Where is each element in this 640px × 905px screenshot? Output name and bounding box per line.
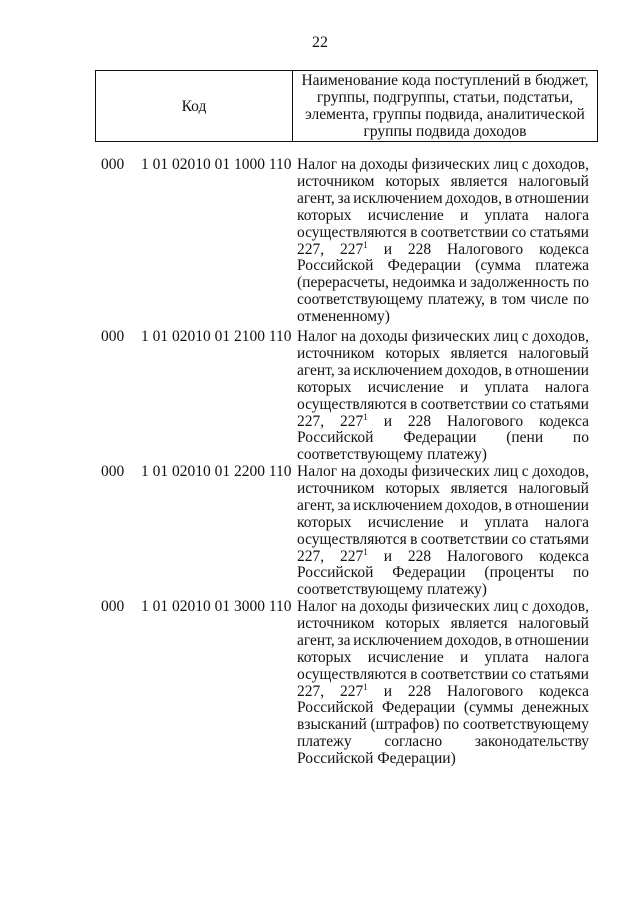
description-word: исчисление bbox=[367, 378, 444, 396]
description-word: кодекса bbox=[539, 682, 589, 700]
description-word: соответствии bbox=[420, 530, 509, 548]
description-word: источником bbox=[297, 172, 375, 190]
description-word: является bbox=[450, 614, 508, 632]
description-word: налога bbox=[544, 648, 589, 666]
description-word: которых bbox=[385, 479, 440, 497]
description-word: отмененному) bbox=[297, 308, 390, 326]
description-line bbox=[297, 717, 589, 734]
description-word: с bbox=[521, 328, 529, 345]
description-line bbox=[297, 751, 589, 768]
header-code-cell: Код bbox=[96, 71, 293, 142]
description-word: Налог bbox=[297, 156, 338, 173]
description-word: 228 bbox=[407, 682, 432, 700]
description-word: в bbox=[410, 395, 418, 413]
description-word: налоговый bbox=[518, 172, 589, 190]
description-word: (проценты bbox=[484, 564, 555, 582]
description-line bbox=[297, 191, 589, 208]
description-word: уплата bbox=[484, 378, 529, 396]
description-word: и bbox=[383, 682, 392, 700]
description-word: отношении bbox=[514, 631, 589, 649]
budget-code: 1 01 02010 01 2100 110 bbox=[141, 328, 292, 345]
description-word: источником bbox=[297, 614, 375, 632]
description-word: источником bbox=[297, 479, 375, 497]
code-description bbox=[297, 157, 589, 326]
description-word: 228 bbox=[407, 240, 432, 258]
description-word: Федерации bbox=[382, 699, 456, 717]
description-word: Российской bbox=[297, 257, 374, 275]
description-word: (пени bbox=[506, 429, 544, 447]
description-word: (перерасчеты, bbox=[297, 274, 389, 292]
description-line bbox=[297, 546, 589, 566]
description-word: в bbox=[504, 631, 513, 649]
description-line bbox=[297, 681, 589, 701]
description-word: лиц bbox=[493, 598, 518, 615]
description-line bbox=[297, 633, 589, 650]
description-word: и bbox=[459, 648, 469, 666]
description-word: (суммы bbox=[463, 699, 514, 717]
code-description bbox=[297, 329, 589, 464]
description-word: Российской bbox=[297, 750, 374, 768]
description-word: с bbox=[521, 598, 529, 615]
description-word: на bbox=[340, 463, 357, 480]
description-line bbox=[297, 481, 589, 498]
description-word: исчисление bbox=[367, 648, 444, 666]
description-line bbox=[297, 157, 589, 174]
description-word: статьями bbox=[529, 530, 589, 548]
description-word: налога bbox=[544, 378, 589, 396]
description-word: исчисление bbox=[367, 513, 444, 531]
description-word: исчисление bbox=[367, 206, 444, 224]
description-word: Российской bbox=[297, 699, 374, 717]
description-word: платежу, bbox=[427, 291, 485, 309]
page-number: 22 bbox=[312, 34, 328, 51]
description-word: на bbox=[340, 156, 357, 173]
description-word: со bbox=[511, 665, 527, 683]
description-word: платежу) bbox=[427, 581, 487, 599]
description-word: в bbox=[504, 496, 513, 514]
description-word: агент, bbox=[297, 361, 335, 379]
description-word: исключением bbox=[353, 631, 443, 649]
description-word: Налогового bbox=[447, 412, 524, 430]
admin-code: 000 bbox=[101, 156, 125, 173]
description-word: платежу) bbox=[427, 446, 487, 464]
description-word: отношении bbox=[514, 189, 589, 207]
description-word: которых bbox=[297, 378, 352, 396]
admin-code: 000 bbox=[101, 328, 125, 345]
description-line bbox=[297, 616, 589, 633]
description-word: 227, bbox=[297, 547, 325, 565]
header-table bbox=[95, 70, 598, 142]
description-word: осуществляются bbox=[297, 395, 407, 413]
description-word: агент, bbox=[297, 189, 335, 207]
description-word: которых bbox=[297, 648, 352, 666]
budget-code: 1 01 02010 01 1000 110 bbox=[141, 156, 292, 173]
description-line bbox=[297, 411, 589, 431]
description-word: статьями bbox=[529, 665, 589, 683]
description-word: $227^1$ bbox=[340, 681, 368, 700]
description-word: в bbox=[489, 291, 498, 309]
budget-code: 1 01 02010 01 3000 110 bbox=[141, 598, 292, 615]
description-word: доходов, bbox=[445, 189, 502, 207]
description-word: Налог bbox=[297, 328, 338, 345]
description-word: по bbox=[572, 274, 589, 292]
description-word: платежу bbox=[297, 733, 352, 751]
header-name-cell: Наименование кода поступлений в бюджет, группы, подгруппы, статьи, подстатьи, элемента, группы подвида, аналитической группы подвида доходов bbox=[293, 71, 598, 142]
description-word: недоимка bbox=[392, 274, 456, 292]
description-word: доходов, bbox=[532, 598, 589, 615]
description-word: по bbox=[572, 429, 589, 447]
description-word: является bbox=[450, 344, 508, 362]
description-word: соответствующему bbox=[462, 716, 589, 734]
description-word: $227^1$ bbox=[340, 546, 368, 565]
description-word: числе bbox=[530, 291, 569, 309]
description-word: и bbox=[459, 513, 469, 531]
description-word: которых bbox=[385, 344, 440, 362]
description-word: соответствии bbox=[420, 395, 509, 413]
description-word: физических bbox=[411, 156, 490, 173]
description-line bbox=[297, 532, 589, 549]
description-line bbox=[297, 292, 589, 309]
description-word: с bbox=[521, 463, 529, 480]
description-word: и bbox=[383, 547, 392, 565]
description-word: за bbox=[337, 189, 351, 207]
description-word: агент, bbox=[297, 496, 335, 514]
description-word: и bbox=[383, 412, 392, 430]
description-word: лиц bbox=[493, 463, 518, 480]
description-word: осуществляются bbox=[297, 530, 407, 548]
description-line bbox=[297, 363, 589, 380]
description-line bbox=[297, 565, 589, 582]
description-line bbox=[297, 380, 589, 397]
description-word: Федерации bbox=[392, 564, 466, 582]
description-word: отношении bbox=[514, 496, 589, 514]
description-word: соответствующему bbox=[297, 446, 424, 464]
code-description bbox=[297, 464, 589, 599]
description-line bbox=[297, 515, 589, 532]
description-word: Налог bbox=[297, 598, 338, 615]
admin-code: 000 bbox=[101, 598, 125, 615]
description-word: за bbox=[337, 361, 351, 379]
description-word: 228 bbox=[407, 412, 432, 430]
description-word: 228 bbox=[407, 547, 432, 565]
description-line bbox=[297, 397, 589, 414]
description-word: доходы bbox=[359, 598, 408, 615]
description-word: физических bbox=[411, 328, 490, 345]
description-word: доходов, bbox=[445, 496, 502, 514]
description-word: 227, bbox=[297, 240, 325, 258]
description-line bbox=[297, 258, 589, 275]
description-line bbox=[297, 275, 589, 292]
description-word: соответствии bbox=[420, 223, 509, 241]
description-word: по bbox=[443, 716, 460, 734]
description-line bbox=[297, 208, 589, 225]
description-word: уплата bbox=[484, 648, 529, 666]
description-word: Федерации) bbox=[377, 750, 456, 768]
budget-code: 1 01 02010 01 2200 110 bbox=[141, 463, 292, 480]
description-word: доходы bbox=[359, 463, 408, 480]
description-word: налоговый bbox=[518, 479, 589, 497]
description-word: $227^1$ bbox=[340, 411, 368, 430]
code-description bbox=[297, 599, 589, 768]
description-line bbox=[297, 464, 589, 481]
description-word: доходы bbox=[359, 156, 408, 173]
description-line bbox=[297, 346, 589, 363]
description-word: с bbox=[521, 156, 529, 173]
description-word: том bbox=[501, 291, 526, 309]
description-word: Налогового bbox=[447, 682, 524, 700]
description-word: законодательству bbox=[474, 733, 589, 751]
description-word: в bbox=[504, 189, 513, 207]
description-line bbox=[297, 447, 589, 464]
description-word: платежа bbox=[535, 257, 589, 275]
description-word: доходов, bbox=[532, 463, 589, 480]
description-word: физических bbox=[411, 598, 490, 615]
description-word: которых bbox=[297, 513, 352, 531]
description-line bbox=[297, 309, 589, 326]
description-word: Налогового bbox=[447, 240, 524, 258]
description-word: Налог bbox=[297, 463, 338, 480]
description-word: доходы bbox=[359, 328, 408, 345]
description-word: является bbox=[450, 479, 508, 497]
description-word: в bbox=[504, 361, 513, 379]
description-word: денежных bbox=[521, 699, 589, 717]
description-word: кодекса bbox=[539, 547, 589, 565]
description-word: исключением bbox=[353, 189, 443, 207]
description-word: доходов, bbox=[445, 631, 502, 649]
description-line bbox=[297, 329, 589, 346]
description-word: Федерации bbox=[387, 257, 461, 275]
description-word: статьями bbox=[529, 395, 589, 413]
description-word: соответствующему bbox=[297, 581, 424, 599]
description-word: доходов, bbox=[532, 156, 589, 173]
description-word: Федерации bbox=[403, 429, 477, 447]
description-word: со bbox=[511, 395, 527, 413]
description-word: лиц bbox=[493, 328, 518, 345]
description-word: соответствующему bbox=[297, 291, 424, 309]
description-word: уплата bbox=[484, 513, 529, 531]
description-line bbox=[297, 667, 589, 684]
description-line bbox=[297, 650, 589, 667]
admin-code: 000 bbox=[101, 463, 125, 480]
description-word: налоговый bbox=[518, 344, 589, 362]
description-word: налога bbox=[544, 513, 589, 531]
description-word: по bbox=[572, 564, 589, 582]
description-line bbox=[297, 225, 589, 242]
description-line bbox=[297, 174, 589, 191]
description-word: осуществляются bbox=[297, 223, 407, 241]
description-line bbox=[297, 498, 589, 515]
description-line bbox=[297, 734, 589, 751]
description-word: является bbox=[450, 172, 508, 190]
description-word: в bbox=[410, 665, 418, 683]
description-word: исключением bbox=[353, 496, 443, 514]
description-word: лиц bbox=[493, 156, 518, 173]
description-word: исключением bbox=[353, 361, 443, 379]
description-word: кодекса bbox=[539, 240, 589, 258]
description-word: осуществляются bbox=[297, 665, 407, 683]
description-word: источником bbox=[297, 344, 375, 362]
description-word: в bbox=[410, 223, 418, 241]
description-line bbox=[297, 239, 589, 259]
description-word: кодекса bbox=[539, 412, 589, 430]
description-word: налоговый bbox=[518, 614, 589, 632]
description-word: за bbox=[337, 496, 351, 514]
description-word: (сумма bbox=[475, 257, 521, 275]
description-word: $227^1$ bbox=[340, 239, 368, 258]
description-word: по bbox=[572, 291, 589, 309]
description-word: и bbox=[459, 378, 469, 396]
description-word: взысканий bbox=[297, 716, 367, 734]
description-word: согласно bbox=[384, 733, 443, 751]
description-word: агент, bbox=[297, 631, 335, 649]
description-word: 227, bbox=[297, 412, 325, 430]
description-word: которых bbox=[297, 206, 352, 224]
description-line bbox=[297, 582, 589, 599]
description-word: задолженность bbox=[470, 274, 570, 292]
description-word: отношении bbox=[514, 361, 589, 379]
description-word: на bbox=[340, 328, 357, 345]
description-word: и bbox=[383, 240, 392, 258]
description-word: которых bbox=[385, 614, 440, 632]
description-word: за bbox=[337, 631, 351, 649]
description-word: и bbox=[459, 206, 469, 224]
description-word: доходов, bbox=[532, 328, 589, 345]
description-word: (штрафов) bbox=[370, 716, 440, 734]
description-word: статьями bbox=[529, 223, 589, 241]
description-line bbox=[297, 599, 589, 616]
description-word: Налогового bbox=[447, 547, 524, 565]
description-word: и bbox=[458, 274, 467, 292]
description-word: со bbox=[511, 530, 527, 548]
description-word: уплата bbox=[484, 206, 529, 224]
description-word: налога bbox=[544, 206, 589, 224]
description-word: Российской bbox=[297, 429, 374, 447]
description-word: соответствии bbox=[420, 665, 509, 683]
description-word: в bbox=[410, 530, 418, 548]
description-line bbox=[297, 700, 589, 717]
description-word: на bbox=[340, 598, 357, 615]
description-word: Российской bbox=[297, 564, 374, 582]
description-word: доходов, bbox=[445, 361, 502, 379]
description-line bbox=[297, 430, 589, 447]
description-word: со bbox=[511, 223, 527, 241]
description-word: которых bbox=[385, 172, 440, 190]
description-word: физических bbox=[411, 463, 490, 480]
description-word: 227, bbox=[297, 682, 325, 700]
